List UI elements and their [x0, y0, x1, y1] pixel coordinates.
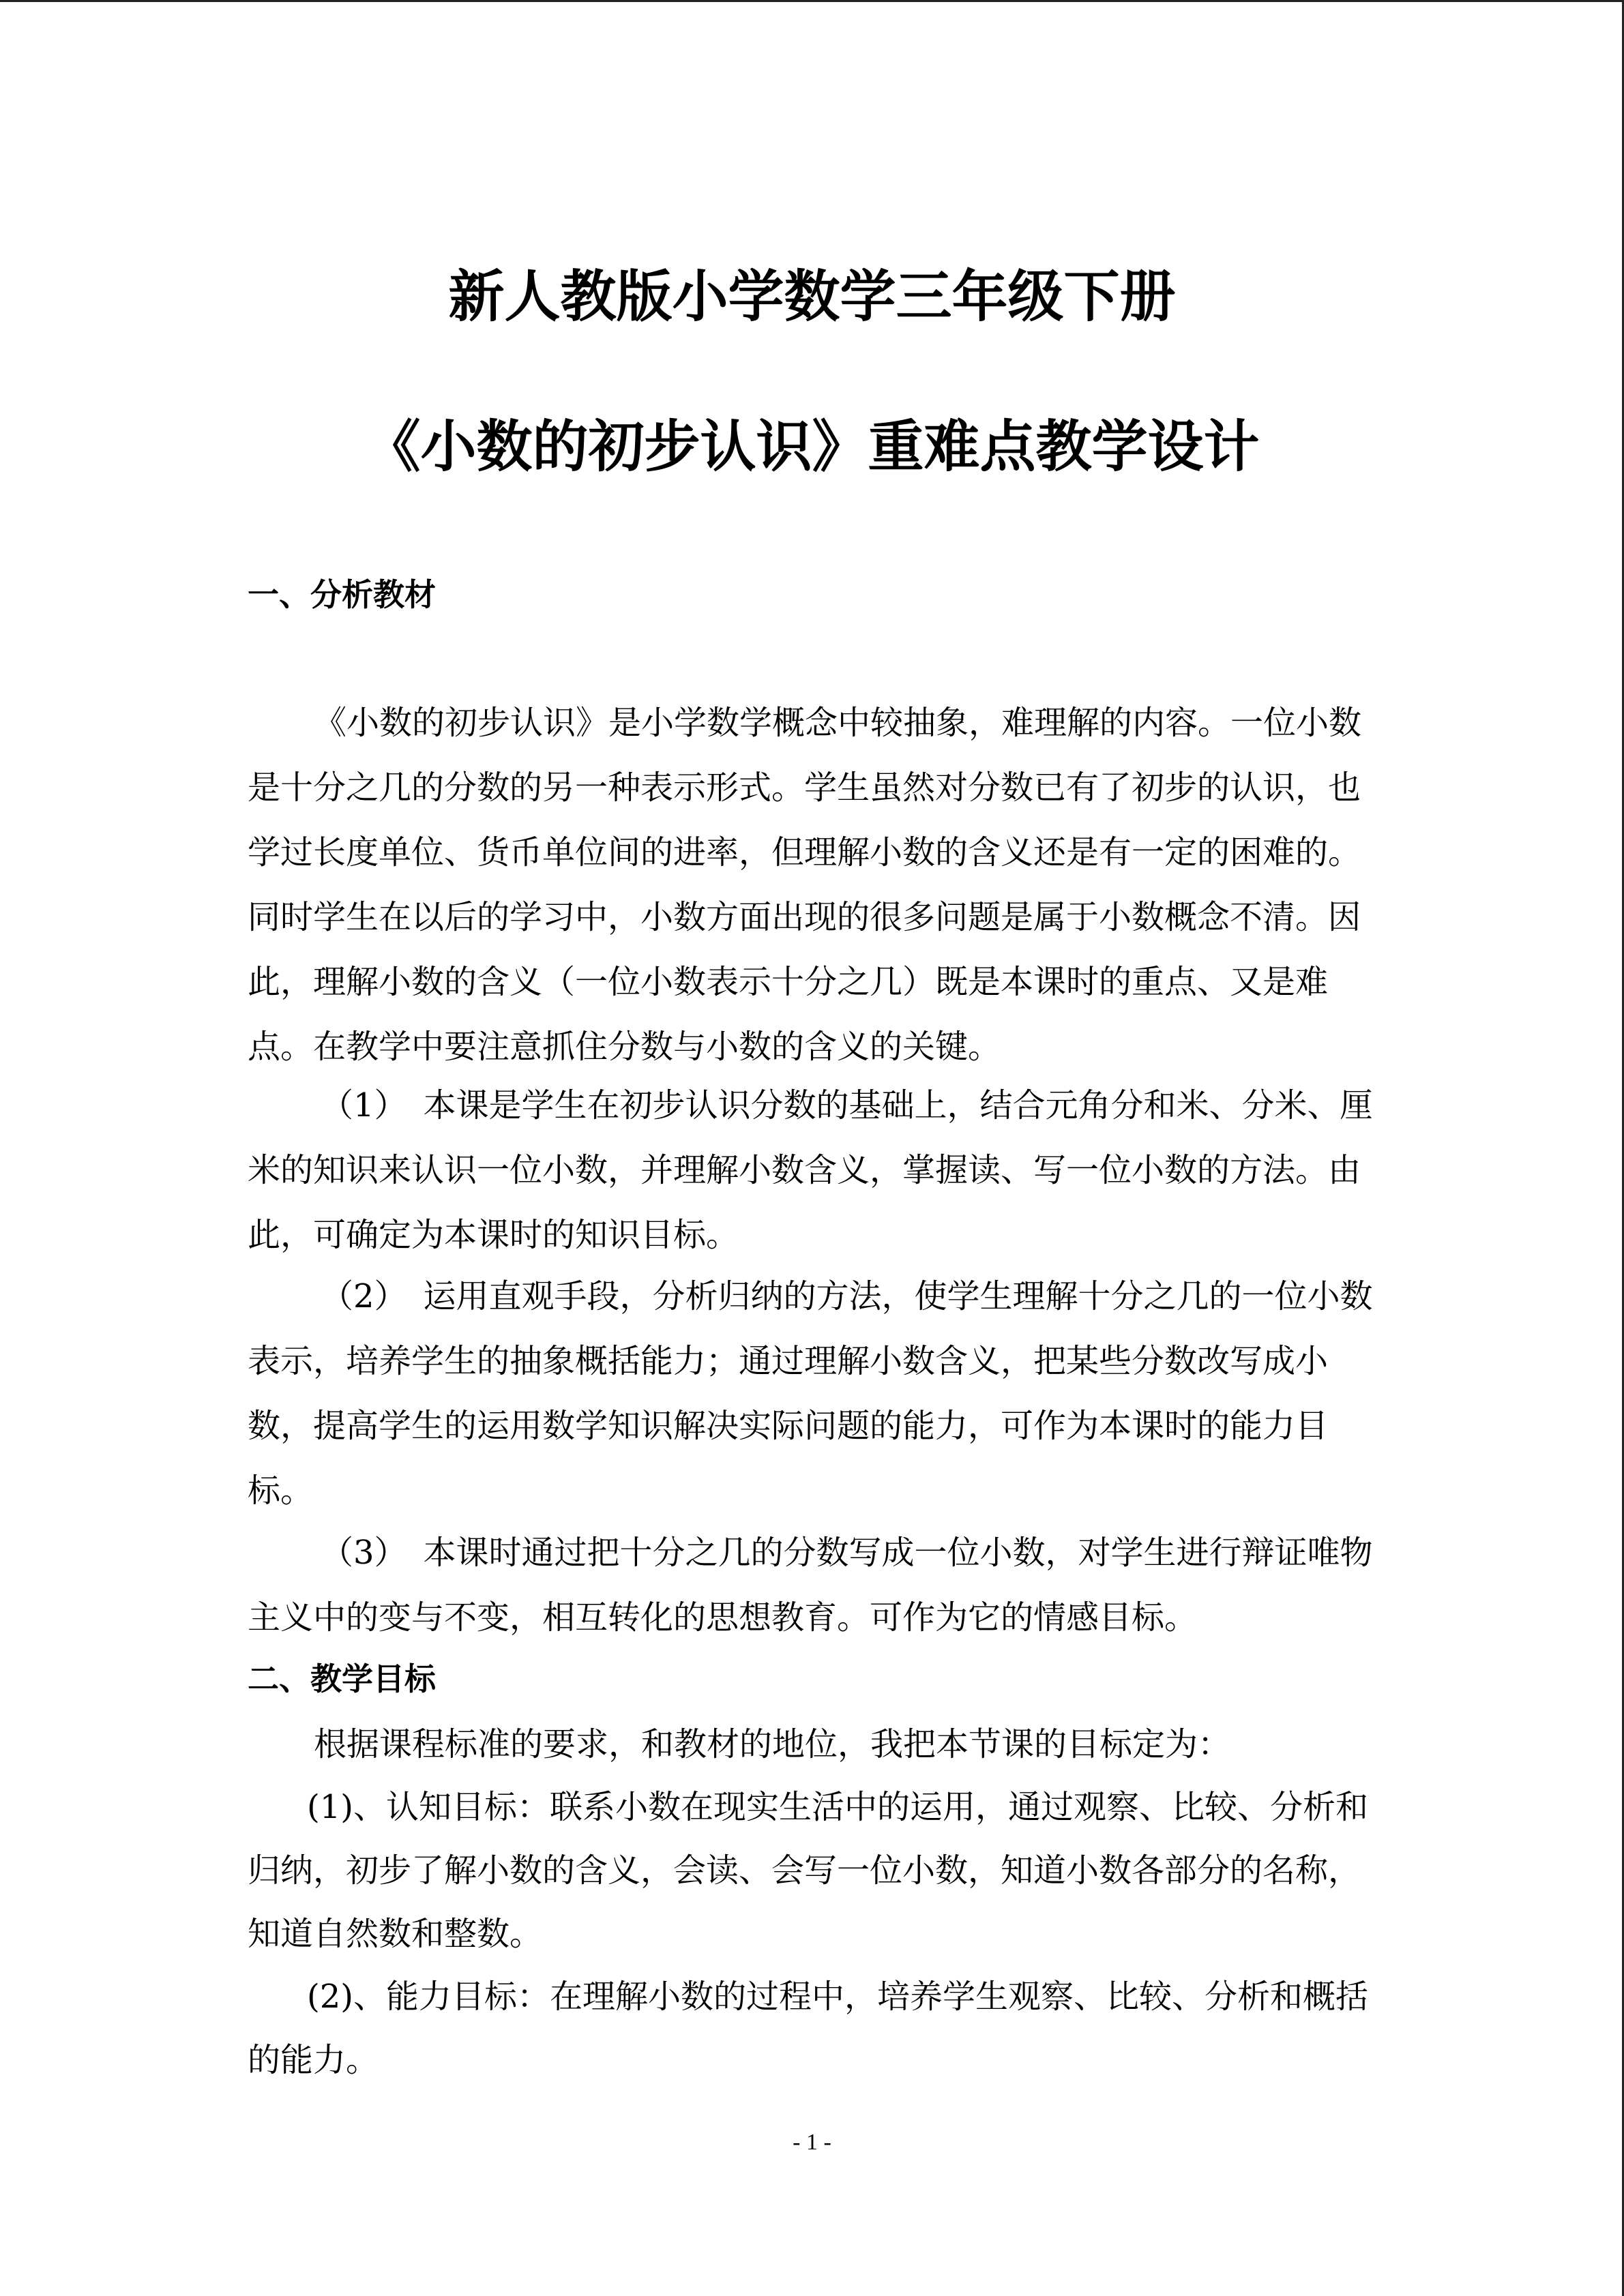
document-title-line-1: 新人教版小学数学三年级下册	[448, 265, 1176, 329]
list-item-line: （2） 运用直观手段，分析归纳的方法，使学生理解十分之几的一位小数	[321, 1277, 1373, 1315]
list-item-line: 此，可确定为本课时的知识目标。	[248, 1216, 739, 1254]
list-item-line: 数，提高学生的运用数学知识解决实际问题的能力，可作为本课时的能力目	[248, 1407, 1329, 1445]
list-item-line: 米的知识来认识一位小数，并理解小数含义，掌握读、写一位小数的方法。由	[248, 1151, 1361, 1189]
section-heading-analysis: 一、分析教材	[248, 576, 436, 613]
list-item-line: （1） 本课是学生在初步认识分数的基础上，结合元角分和米、分米、厘	[321, 1086, 1373, 1124]
paragraph-line: 是十分之几的分数的另一种表示形式。学生虽然对分数已有了初步的认识，也	[248, 769, 1361, 807]
list-item-line: 主义中的变与不变，相互转化的思想教育。可作为它的情感目标。	[248, 1598, 1198, 1637]
document-title-line-2: 《小数的初步认识》重难点教学设计	[364, 415, 1260, 479]
goal-line: 的能力。	[248, 2041, 379, 2079]
goal-line: (2)、能力目标：在理解小数的过程中，培养学生观察、比较、分析和概括	[307, 1978, 1368, 2016]
goal-line: (1)、认知目标：联系小数在现实生活中的运用，通过观察、比较、分析和	[307, 1788, 1368, 1826]
goal-line: 归纳，初步了解小数的含义，会读、会写一位小数，知道小数各部分的名称，	[248, 1851, 1361, 1890]
paragraph-line: 《小数的初步认识》是小学数学概念中较抽象，难理解的内容。一位小数	[314, 704, 1362, 742]
paragraph-line: 同时学生在以后的学习中，小数方面出现的很多问题是属于小数概念不清。因	[248, 898, 1361, 936]
paragraph-line: 此，理解小数的含义（一位小数表示十分之几）既是本课时的重点、又是难	[248, 963, 1329, 1001]
paragraph-line: 学过长度单位、货币单位间的进率，但理解小数的含义还是有一定的困难的。	[248, 833, 1361, 871]
paragraph-line: 根据课程标准的要求，和教材的地位，我把本节课的目标定为：	[314, 1725, 1231, 1763]
section-heading-goals: 二、教学目标	[248, 1660, 436, 1697]
list-item-line: 表示，培养学生的抽象概括能力；通过理解小数含义，把某些分数改写成小	[248, 1342, 1329, 1380]
list-item-line: （3） 本课时通过把十分之几的分数写成一位小数，对学生进行辩证唯物	[321, 1534, 1373, 1572]
list-item-line: 标。	[248, 1472, 314, 1510]
page-number: - 1 -	[793, 2130, 831, 2155]
goal-line: 知道自然数和整数。	[248, 1915, 543, 1953]
paragraph-line: 点。在教学中要注意抓住分数与小数的含义的关键。	[248, 1028, 1001, 1066]
